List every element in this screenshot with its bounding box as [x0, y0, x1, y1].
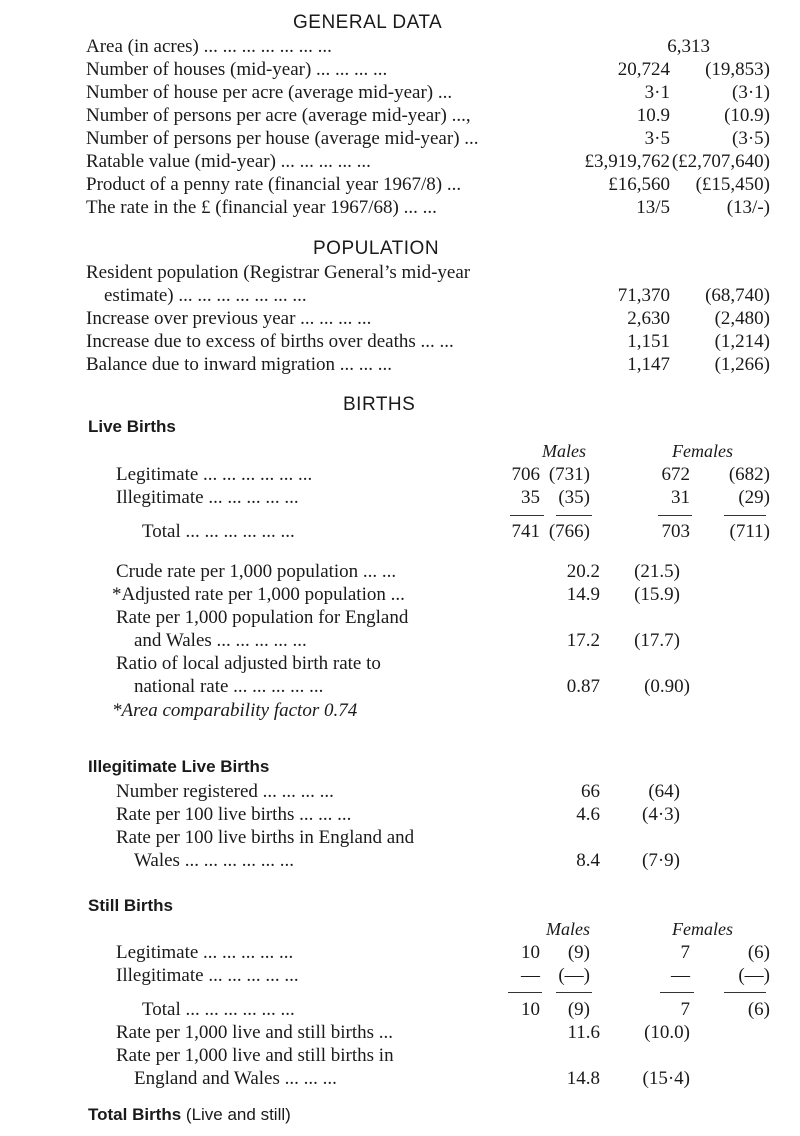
live-births-subhead: Live Births — [88, 417, 176, 436]
row-prev-value: (17.7) — [634, 630, 680, 651]
row-prev-value: (68,740) — [705, 285, 770, 306]
row-value: 6,313 — [667, 36, 710, 57]
males-total-prev: (766) — [548, 521, 590, 542]
row-prev-value: (64) — [648, 781, 680, 802]
row-value: 20.2 — [566, 561, 600, 582]
rule — [724, 515, 766, 516]
row-label: The rate in the £ (financial year 1967/68) ... ... — [86, 197, 437, 218]
row-prev-value: (21.5) — [634, 561, 680, 582]
row-label: estimate) ... ... ... ... ... ... ... — [104, 285, 307, 306]
row-label: Crude rate per 1,000 population ... ... — [116, 561, 397, 582]
rule — [510, 515, 544, 516]
row-label: *Adjusted rate per 1,000 population ... — [112, 584, 405, 605]
row-value: 71,370 — [617, 285, 670, 306]
rule — [724, 992, 766, 993]
row-label: and Wales ... ... ... ... ... — [134, 630, 307, 651]
row-prev-value: (7·9) — [642, 850, 680, 871]
row-value: 1,151 — [627, 331, 670, 352]
row-value: 13/5 — [636, 197, 670, 218]
row-label: Illegitimate ... ... ... ... ... — [116, 487, 299, 508]
females-column-head: Females — [672, 919, 733, 939]
row-value: 4.6 — [576, 804, 600, 825]
rule — [508, 992, 542, 993]
females-prev: (29) — [738, 487, 770, 508]
females-prev: (—) — [738, 965, 770, 986]
row-label: Rate per 100 live births ... ... ... — [116, 804, 352, 825]
row-label: Area (in acres) ... ... ... ... ... ... ... — [86, 36, 332, 57]
row-prev-value: (10.9) — [724, 105, 770, 126]
males-column-head: Males — [546, 919, 590, 939]
row-label: Wales ... ... ... ... ... ... — [134, 850, 294, 871]
row-label: Rate per 1,000 live and still births ... — [116, 1022, 394, 1043]
row-label: Increase over previous year ... ... ... ... — [86, 308, 372, 329]
row-prev-value: (0.90) — [644, 676, 690, 697]
males-prev: (—) — [558, 965, 590, 986]
rule — [556, 992, 592, 993]
row-value: 3·5 — [644, 128, 670, 149]
females-column-head: Females — [672, 441, 733, 461]
row-value: 0.87 — [566, 676, 600, 697]
row-value: 14.9 — [566, 584, 600, 605]
row-value: 20,724 — [617, 59, 670, 80]
males-value: — — [521, 965, 540, 986]
row-label: Legitimate ... ... ... ... ... ... — [116, 464, 313, 485]
row-label: Number registered ... ... ... ... — [116, 781, 334, 802]
footnote: *Area comparability factor 0.74 — [112, 700, 358, 721]
row-label: Resident population (Registrar General’s mid-year — [86, 262, 471, 283]
row-value: 10.9 — [636, 105, 670, 126]
row-value: 8.4 — [576, 850, 600, 871]
row-label: Illegitimate ... ... ... ... ... — [116, 965, 299, 986]
row-label: Number of persons per acre (average mid-year) ..., — [86, 105, 471, 126]
females-value: 31 — [671, 487, 690, 508]
births-heading: BIRTHS — [343, 394, 416, 415]
females-value: 7 — [680, 942, 690, 963]
row-prev-value: (£2,707,640) — [671, 151, 770, 172]
row-label: Ratio of local adjusted birth rate to — [116, 653, 381, 674]
males-value: 706 — [511, 464, 540, 485]
row-value: 2,630 — [627, 308, 670, 329]
rule — [556, 515, 592, 516]
rule — [660, 992, 694, 993]
females-prev: (6) — [747, 942, 770, 963]
females-total-prev: (711) — [729, 521, 770, 542]
row-label: Rate per 1,000 live and still births in — [116, 1045, 394, 1066]
illegitimate-live-births-subhead: Illegitimate Live Births — [88, 757, 270, 776]
total-births-subhead — [88, 1105, 291, 1125]
row-value: £16,560 — [608, 174, 670, 195]
row-label: Number of persons per house (average mid-year) ... — [86, 128, 479, 149]
row-value: 17.2 — [566, 630, 600, 651]
row-prev-value: (19,853) — [705, 59, 770, 80]
row-value: 1,147 — [627, 354, 670, 375]
males-total-prev: (9) — [567, 999, 590, 1020]
total-label: Total ... ... ... ... ... ... — [142, 521, 295, 542]
males-column-head: Males — [542, 441, 586, 461]
total-label: Total ... ... ... ... ... ... — [142, 999, 295, 1020]
row-prev-value: (1,214) — [714, 331, 770, 352]
females-total: 703 — [661, 521, 690, 542]
row-prev-value: (1,266) — [714, 354, 770, 375]
males-value: 35 — [521, 487, 540, 508]
row-prev-value: (13/-) — [726, 197, 770, 218]
males-prev: (35) — [558, 487, 590, 508]
females-prev: (682) — [728, 464, 770, 485]
males-prev: (9) — [567, 942, 590, 963]
general-data-heading: GENERAL DATA — [293, 12, 443, 33]
females-total-prev: (6) — [747, 999, 770, 1020]
row-value: 66 — [581, 781, 600, 802]
males-total: 10 — [521, 999, 540, 1020]
row-prev-value: (3·5) — [732, 128, 770, 149]
females-value: 672 — [661, 464, 690, 485]
males-value: 10 — [521, 942, 540, 963]
total-births-subhead-rest: (Live and still) — [181, 1105, 291, 1124]
row-label: Number of houses (mid-year) ... ... ... ... — [86, 59, 388, 80]
row-label: Increase due to excess of births over deaths ... ... — [86, 331, 454, 352]
row-label: Legitimate ... ... ... ... ... — [116, 942, 294, 963]
row-prev-value: (2,480) — [714, 308, 770, 329]
row-prev-value: (10.0) — [644, 1022, 690, 1043]
rule — [658, 515, 692, 516]
row-value: 11.6 — [567, 1022, 600, 1043]
row-label: England and Wales ... ... ... — [134, 1068, 337, 1089]
row-label: Rate per 100 live births in England and — [116, 827, 415, 848]
males-total: 741 — [511, 521, 540, 542]
row-prev-value: (15.9) — [634, 584, 680, 605]
row-label: Product of a penny rate (financial year 1967/8) ... — [86, 174, 462, 195]
row-prev-value: (3·1) — [732, 82, 770, 103]
row-prev-value: (£15,450) — [695, 174, 770, 195]
females-value: — — [671, 965, 690, 986]
males-prev: (731) — [548, 464, 590, 485]
row-label: Balance due to inward migration ... ... ... — [86, 354, 393, 375]
females-total: 7 — [680, 999, 690, 1020]
row-label: Ratable value (mid-year) ... ... ... ... ... — [86, 151, 371, 172]
row-label: Rate per 1,000 population for England — [116, 607, 409, 628]
population-heading: POPULATION — [313, 238, 440, 259]
row-value: £3,919,762 — [584, 151, 670, 172]
row-prev-value: (4·3) — [642, 804, 680, 825]
total-births-subhead-bold: Total Births — [88, 1105, 182, 1124]
still-births-subhead: Still Births — [88, 896, 174, 915]
row-prev-value: (15·4) — [642, 1068, 690, 1089]
row-value: 3·1 — [644, 82, 670, 103]
row-value: 14.8 — [566, 1068, 600, 1089]
row-label: Number of house per acre (average mid-year) ... — [86, 82, 453, 103]
row-label: national rate ... ... ... ... ... — [134, 676, 324, 697]
